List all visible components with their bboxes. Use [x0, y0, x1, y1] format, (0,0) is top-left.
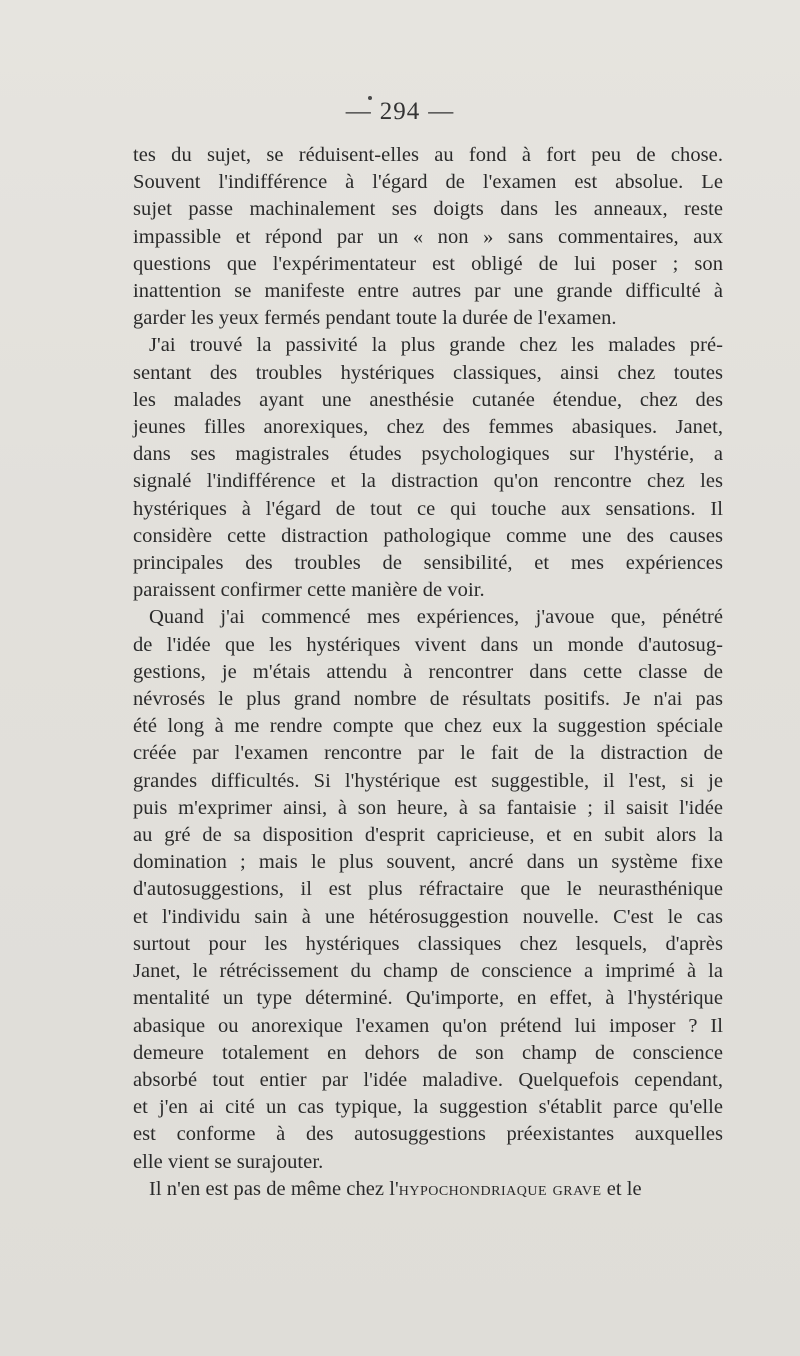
text-line: grandes difficultés. Si l'hystérique est suggestible, il l'est, si je — [133, 769, 723, 792]
text-line: névrosés le plus grand nombre de résultats positifs. Je n'ai pas — [133, 688, 723, 711]
text-line: abasique ou anorexique l'examen qu'on prétend lui imposer ? Il — [133, 1014, 723, 1037]
text-line: absorbé tout entier par l'idée maladive. Quelquefois cependant, — [133, 1068, 723, 1091]
text-line: sujet passe machinalement ses doigts dans les anneaux, reste — [133, 198, 723, 221]
text-line: est conforme à des autosuggestions préexistantes auxquelles — [133, 1123, 723, 1146]
text-line: les malades ayant une anesthésie cutanée étendue, chez des — [133, 388, 723, 411]
text-line: d'autosuggestions, il est plus réfractaire que le neurasthénique — [133, 878, 723, 901]
text-line: paraissent confirmer cette manière de voir. — [133, 579, 485, 602]
text-line: et j'en ai cité un cas typique, la suggestion s'établit parce qu'elle — [133, 1096, 723, 1119]
text-line: jeunes filles anorexiques, chez des femmes abasiques. Janet, — [133, 416, 723, 439]
text-line: Quand j'ai commencé mes expériences, j'avoue que, pénétré — [149, 606, 723, 629]
text-line: créée par l'examen rencontre par le fait de la distraction de — [133, 742, 723, 765]
text-line: sentant des troubles hystériques classiques, ainsi chez toutes — [133, 361, 723, 384]
final-line-start: Il n'en est pas de même chez l' — [149, 1177, 399, 1200]
text-line: mentalité un type déterminé. Qu'importe, en effet, à l'hystérique — [133, 987, 723, 1010]
text-line: dans ses magistrales études psychologiques sur l'hystérie, a — [133, 443, 723, 466]
text-line: garder les yeux fermés pendant toute la durée de l'examen. — [133, 307, 617, 330]
page-number-value: 294 — [379, 98, 421, 125]
text-line: questions que l'expérimentateur est obligé de lui poser ; son — [133, 252, 723, 275]
text-line: principales des troubles de sensibilité, et mes expériences — [133, 552, 723, 575]
body-text — [133, 142, 723, 1203]
small-caps-term: hypochondriaque grave — [398, 1177, 602, 1200]
text-line: de l'idée que les hystériques vivent dans un monde d'autosug- — [133, 633, 723, 656]
text-line: été long à me rendre compte que chez eux la suggestion spéciale — [133, 715, 723, 738]
text-line: considère cette distraction pathologique comme une des causes — [133, 524, 723, 547]
text-line: elle vient se surajouter. — [133, 1150, 324, 1173]
text-line: signalé l'indifférence et la distraction qu'on rencontre chez les — [133, 470, 723, 493]
page-number-dash-right: — — [428, 98, 455, 125]
text-line: gestions, je m'étais attendu à rencontrer dans cette classe de — [133, 660, 723, 683]
text-line: Janet, le rétrécissement du champ de conscience a imprimé à la — [133, 960, 723, 983]
text-line: hystériques à l'égard de tout ce qui touche aux sensations. Il — [133, 497, 723, 520]
text-line-final — [133, 1176, 723, 1203]
text-line: tes du sujet, se réduisent-elles au fond à fort peu de chose. — [133, 144, 723, 166]
text-line: J'ai trouvé la passivité la plus grande chez les malades pré- — [149, 334, 723, 357]
text-line: inattention se manifeste entre autres par une grande difficulté à — [133, 280, 723, 303]
text-line: demeure totalement en dehors de son champ de conscience — [133, 1041, 723, 1064]
text-line: et l'individu sain à une hétérosuggestion nouvelle. C'est le cas — [133, 905, 723, 928]
text-line: domination ; mais le plus souvent, ancré dans un système fixe — [133, 851, 723, 874]
text-line: au gré de sa disposition d'esprit capricieuse, et en subit alors la — [133, 824, 723, 847]
text-line: Souvent l'indifférence à l'égard de l'examen est absolue. Le — [133, 171, 723, 194]
page-number-dash-left: — — [345, 98, 372, 125]
text-line: puis m'exprimer ainsi, à son heure, à sa fantaisie ; il saisit l'idée — [133, 796, 723, 819]
final-line-end: et le — [601, 1177, 642, 1200]
text-line: impassible et répond par un « non » sans commentaires, aux — [133, 225, 723, 248]
text-line: surtout pour les hystériques classiques chez lesquels, d'après — [133, 932, 723, 955]
page-number — [0, 98, 800, 126]
